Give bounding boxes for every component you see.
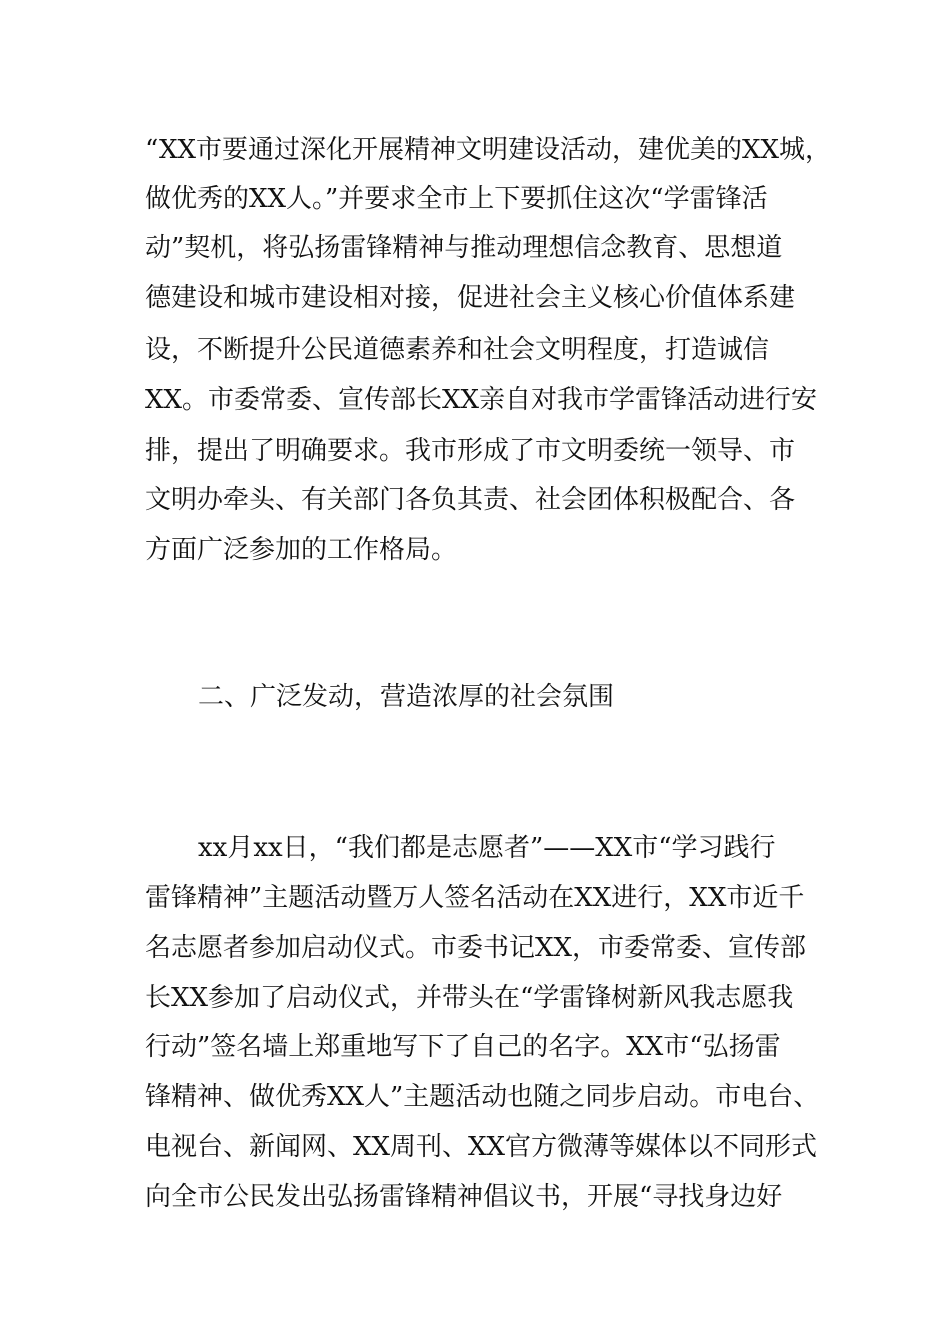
paragraph-1-line: 设，不断提升公民道德素养和社会文明程度，打造诚信 — [145, 335, 770, 365]
section-heading: 二、广泛发动，营造浓厚的社会氛围 — [198, 682, 615, 712]
paragraph-2-line: 名志愿者参加启动仪式。市委书记XX，市委常委、宣传部 — [145, 933, 807, 963]
paragraph-2-line: 雷锋精神”主题活动暨万人签名活动在XX进行，XX市近千 — [145, 883, 805, 913]
paragraph-1-line: 文明办牵头、有关部门各负其责、社会团体积极配合、各 — [145, 485, 796, 515]
paragraph-2-line: 电视台、新闻网、XX周刊、XX官方微薄等媒体以不同形式 — [145, 1132, 818, 1162]
paragraph-2-line: 行动”签名墙上郑重地写下了自己的名字。XX市“弘扬雷 — [145, 1032, 781, 1062]
paragraph-2-line: xx月xx日，“我们都是志愿者”——XX市“学习践行 — [198, 833, 776, 863]
paragraph-1-line: 动”契机，将弘扬雷锋精神与推动理想信念教育、思想道 — [145, 233, 783, 263]
paragraph-1-line: 排，提出了明确要求。我市形成了市文明委统一领导、市 — [145, 436, 796, 466]
paragraph-1-line: 做优秀的XX人。”并要求全市上下要抓住这次“学雷锋活 — [145, 184, 768, 214]
paragraph-2-line: 向全市公民发出弘扬雷锋精神倡议书，开展“寻找身边好 — [145, 1182, 783, 1212]
paragraph-2-line: 长XX参加了启动仪式，并带头在“学雷锋树新风我志愿我 — [145, 983, 794, 1013]
paragraph-1-line: “XX市要通过深化开展精神文明建设活动，建优美的XX城， — [145, 135, 832, 165]
paragraph-1-line: XX。市委常委、宣传部长XX亲自对我市学雷锋活动进行安 — [145, 385, 818, 415]
paragraph-2-line: 锋精神、做优秀XX人”主题活动也随之同步启动。市电台、 — [145, 1082, 820, 1112]
paragraph-1-line: 方面广泛参加的工作格局。 — [145, 535, 458, 565]
paragraph-1-line: 德建设和城市建设相对接，促进社会主义核心价值体系建 — [145, 283, 796, 313]
